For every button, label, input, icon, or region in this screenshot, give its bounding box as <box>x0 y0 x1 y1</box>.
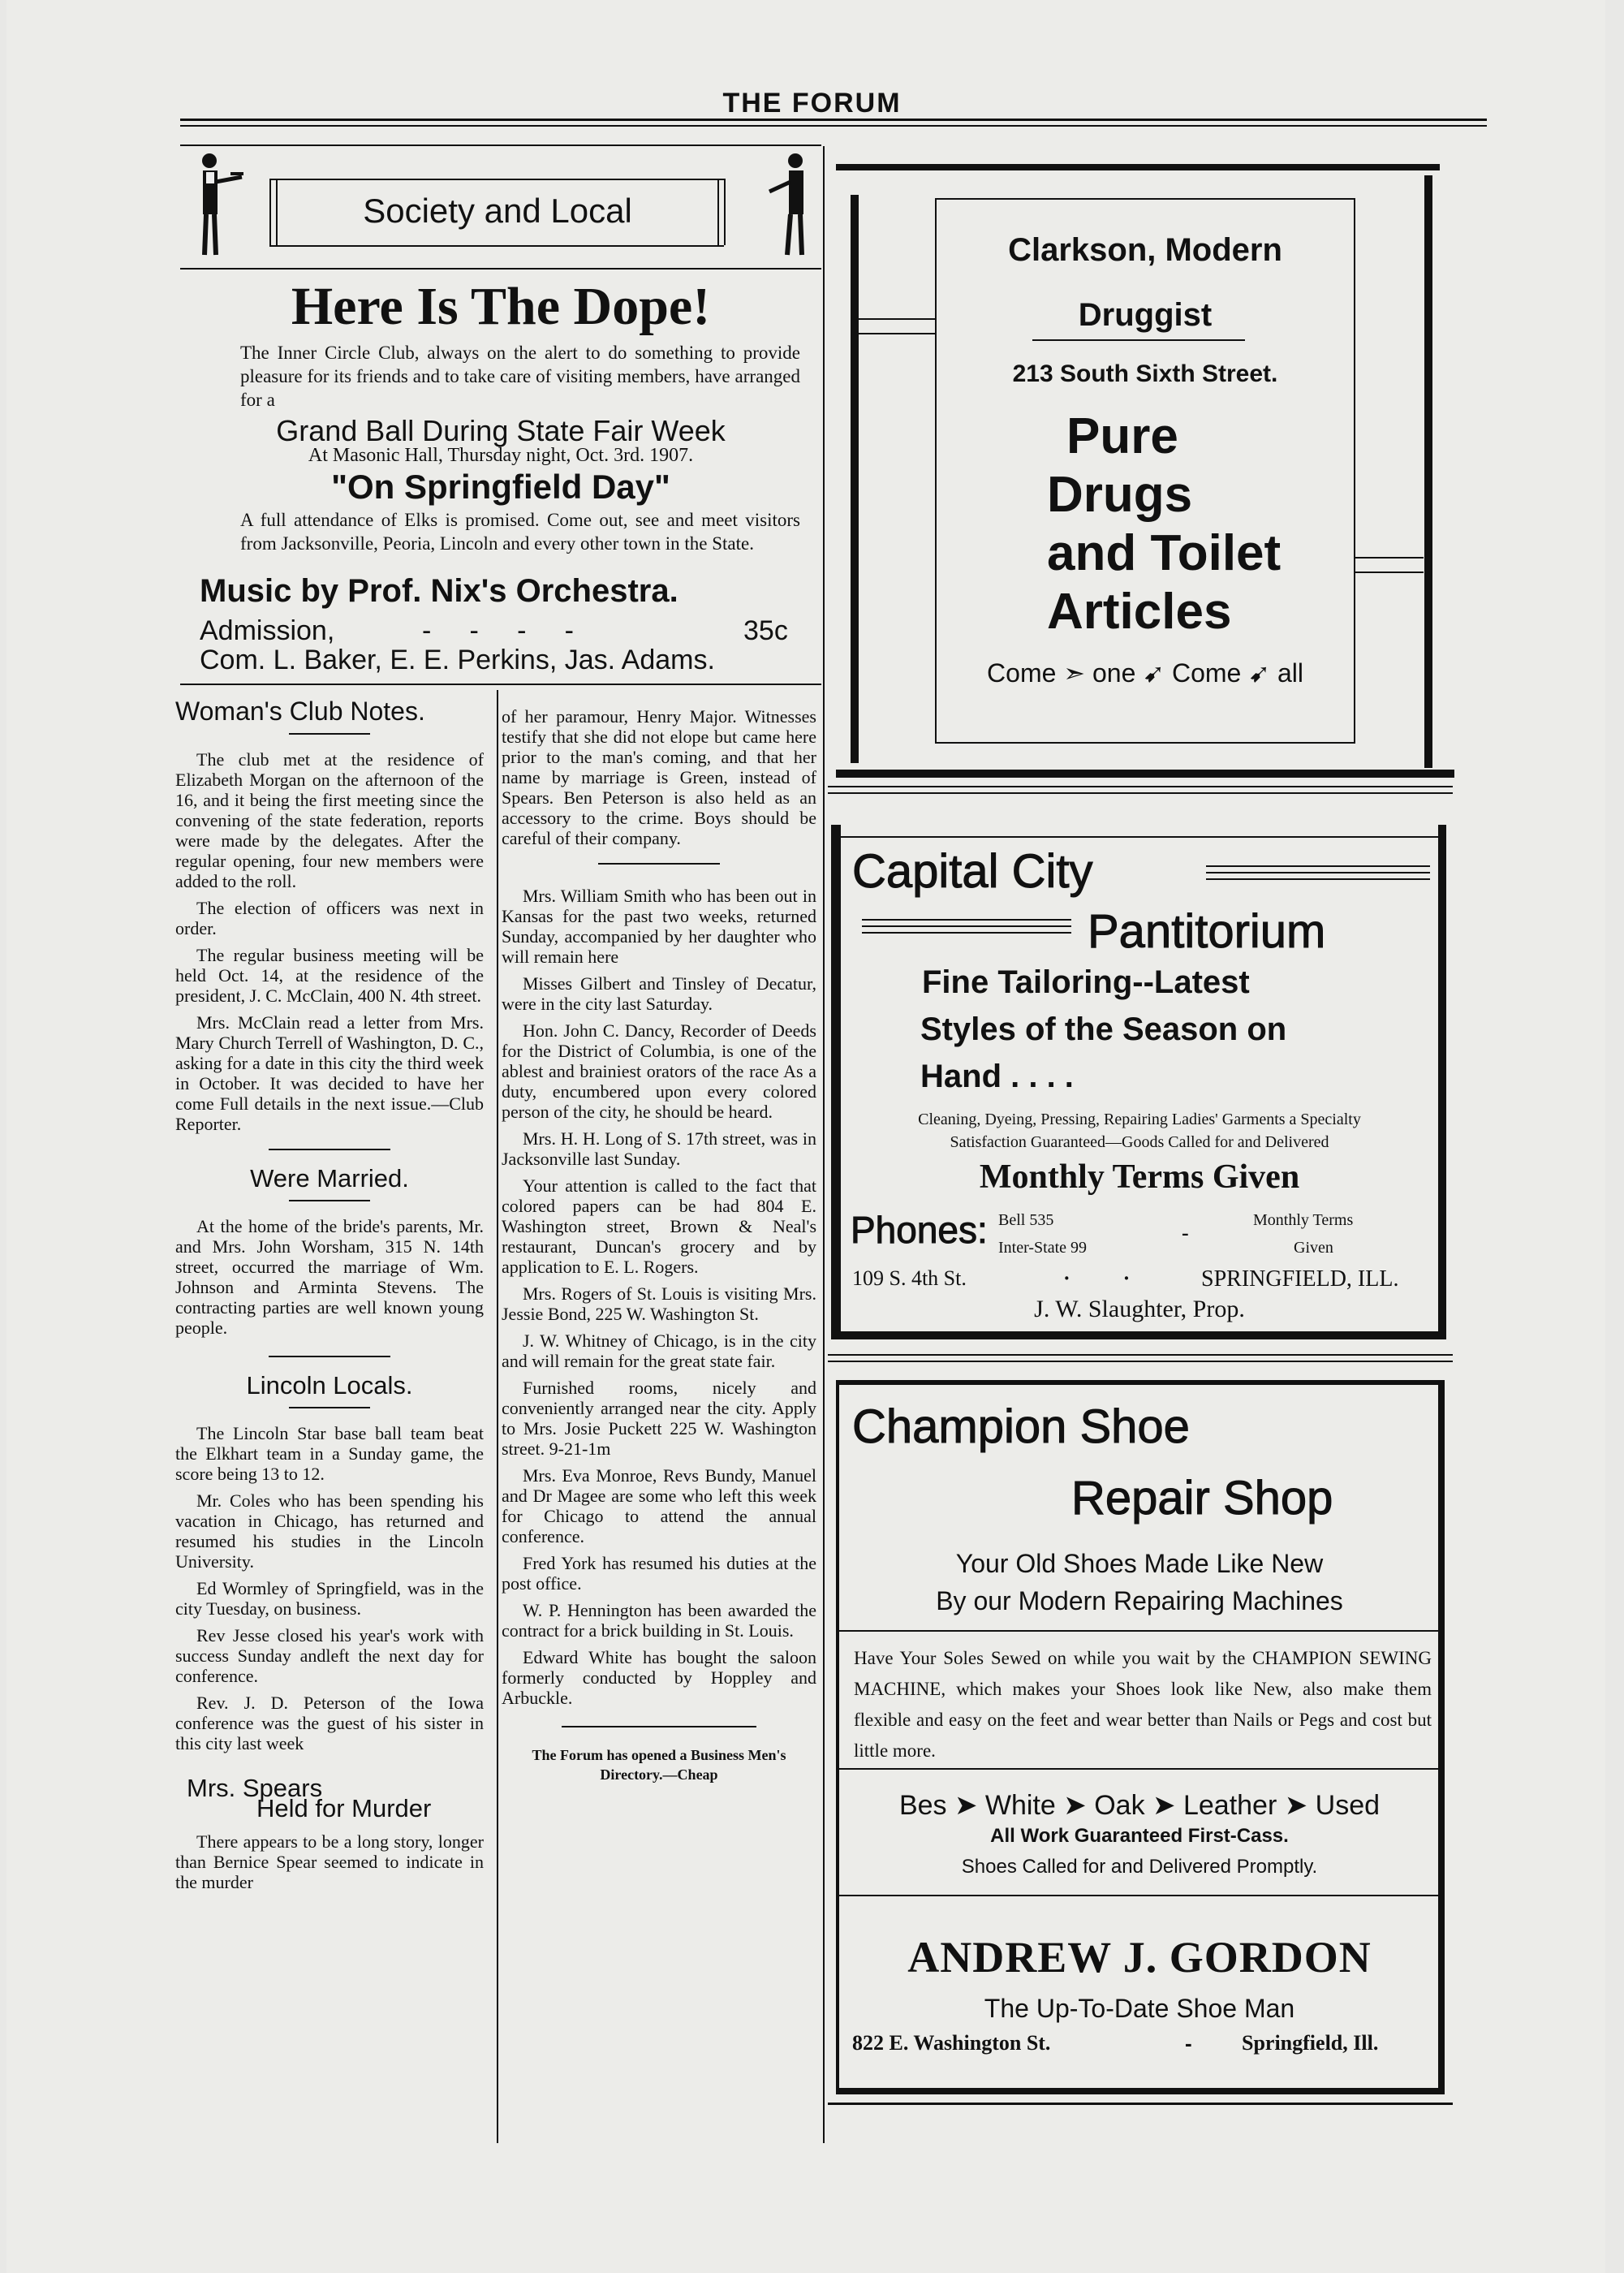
champion-dash: - <box>1185 2031 1192 2055</box>
society-bottom-rule <box>180 684 821 685</box>
clarkson-drugs: Drugs <box>1047 467 1193 523</box>
col2-p8: J. W. Whitney of Chicago, is in the city and will remain for the great state fair. <box>502 1331 816 1371</box>
spears-p1: There appears to be a long story, longer than Bernice Spear seemed to indicate in the murder <box>175 1831 484 1892</box>
dope-committee: Com. L. Baker, E. E. Perkins, Jas. Adams. <box>200 645 715 675</box>
champion-title-1: Champion Shoe <box>852 1400 1190 1453</box>
column-one <box>175 697 484 1899</box>
womans-club-p1: The club met at the residence of Elizabeth Morgan on the afternoon of the 16, and it being the first meeting since the convening of the state federation, reports were made by the delegates. After the regular opening, four new members were added to the roll. <box>175 749 484 891</box>
capital-frame-right <box>1438 825 1446 1338</box>
champion-title-2: Repair Shop <box>1071 1472 1333 1525</box>
capital-hand: Hand . . . . <box>920 1059 1074 1094</box>
masthead-rule-top <box>180 119 1487 121</box>
womans-club-p2: The election of officers was next in order. <box>175 898 484 938</box>
col2-p7: Mrs. Rogers of St. Louis is visiting Mrs. Jessie Bond, 225 W. Washington St. <box>502 1283 816 1324</box>
capital-satisfaction: Satisfaction Guaranteed—Goods Called for and Delivered <box>950 1133 1329 1151</box>
page-column-divider <box>823 146 825 2143</box>
capital-city: Capital City <box>852 845 1093 898</box>
capital-cleaning: Cleaning, Dyeing, Pressing, Repairing Ladies' Garments a Specialty <box>918 1111 1361 1128</box>
clarkson-frame-bottom <box>836 770 1454 778</box>
champion-owner-title: The Up-To-Date Shoe Man <box>984 1994 1295 2023</box>
dope-music: Music by Prof. Nix's Orchestra. <box>200 573 678 609</box>
capital-proprietor: J. W. Slaughter, Prop. <box>1034 1296 1245 1322</box>
champion-tagline-1: Your Old Shoes Made Like New <box>955 1549 1324 1578</box>
capital-monthly-terms-2: Given <box>1294 1239 1333 1257</box>
dope-admission-dashes: - - - - <box>422 615 574 646</box>
clarkson-toilet: and Toilet <box>1047 525 1282 581</box>
society-box-left <box>269 179 271 245</box>
dope-body: A full attendance of Elks is promised. Come out, see and meet visitors from Jacksonville, Peoria, Lincoln and every other town in the State. <box>240 510 800 554</box>
dope-venue: At Masonic Hall, Thursday night, Oct. 3rd. 1907. <box>308 445 694 466</box>
col2-p10: Mrs. Eva Monroe, Revs Bundy, Manuel and Dr Magee are some who left this week for Chicago to attend the annual conference. <box>502 1465 816 1546</box>
capital-tailoring: Fine Tailoring--Latest <box>922 964 1250 1000</box>
col2-p1: of her paramour, Henry Major. Witnesses testify that she did not elope but came here prior to the man's coming, and that her name by marriage is Green, instead of Spears. Ben Peterson is also held as an accessory to the crime. Boys should be careful of their company. <box>502 706 816 848</box>
clarkson-pure: Pure <box>1066 408 1178 464</box>
capital-address: 109 S. 4th St. <box>852 1266 967 1290</box>
spears-title-line1: Mrs. Spears <box>187 1774 323 1802</box>
clarkson-frame-left <box>851 195 859 763</box>
champion-delivery: Shoes Called for and Delivered Promptly. <box>961 1856 1318 1878</box>
society-box-bottom <box>180 268 821 270</box>
capital-monthly: Monthly Terms Given <box>979 1158 1300 1196</box>
capital-phone-interstate: Inter-State 99 <box>998 1239 1088 1257</box>
col2-p12: W. P. Hennington has been awarded the contract for a brick building in St. Louis. <box>502 1600 816 1641</box>
lincoln-p5: Rev. J. D. Peterson of the Iowa conference was the guest of his sister in this city last week <box>175 1693 484 1753</box>
were-married-title: Were Married. <box>250 1164 409 1193</box>
col2-p6: Your attention is called to the fact that colored papers can be had 804 E. Washington street, Brown & Neal's restaurant, Duncan's grocery and by application to E. L. Rogers. <box>502 1175 816 1277</box>
champion-owner: ANDREW J. GORDON <box>907 1933 1372 1982</box>
col2-p3: Misses Gilbert and Tinsley of Decatur, were in the city last Saturday. <box>502 973 816 1014</box>
masthead-title: THE FORUM <box>722 88 902 119</box>
capital-pantitorium: Pantitorium <box>1088 905 1326 958</box>
clarkson-frame-right <box>1424 175 1432 768</box>
society-box-top <box>180 144 821 146</box>
col2-p14: The Forum has opened a Business Men's Directory.—Cheap <box>532 1747 786 1783</box>
champion-description: Have Your Soles Sewed on while you wait by the CHAMPION SEWING MACHINE, which makes your Shoes look like New, also make them flexible and easy on the feet and wear better than Nails or Pegs and cost but little more. <box>854 1648 1432 1761</box>
clarkson-druggist: Druggist <box>1078 297 1213 333</box>
champion-city: Springfield, Ill. <box>1242 2031 1379 2055</box>
champion-frame-right <box>1438 1380 1445 2093</box>
clarkson-name: Clarkson, Modern <box>1008 232 1282 268</box>
capital-phone-dash: - <box>1182 1221 1189 1244</box>
society-box-right <box>717 179 719 245</box>
lincoln-p1: The Lincoln Star base ball team beat the Elkhart team in a Sunday game, the score being 13 to 12. <box>175 1423 484 1484</box>
col2-p2: Mrs. William Smith who has been out in Kansas for the past two weeks, returned Sunday, accompanied by her daughter who will remain here <box>502 886 816 967</box>
clarkson-address: 213 South Sixth Street. <box>1012 360 1278 387</box>
were-married-p1: At the home of the bride's parents, Mr. and Mrs. John Worsham, 315 N. 14th street, occurred the marriage of Wm. Johnson and Arminta Stevens. The contracting parties are well known young people. <box>175 1216 484 1338</box>
womans-club-title: Woman's Club Notes. <box>175 697 425 726</box>
champion-leather: Bes ➤ White ➤ Oak ➤ Leather ➤ Used <box>898 1790 1381 1821</box>
masthead-rule-bottom <box>180 125 1487 127</box>
capital-frame-left <box>831 825 841 1338</box>
society-banner-title: Society and Local <box>363 192 632 230</box>
waiter-right-icon <box>763 149 820 263</box>
champion-tagline-2: By our Modern Repairing Machines <box>936 1586 1343 1615</box>
lincoln-p2: Mr. Coles who has been spending his vacation in Chicago, has returned and resumed his studies in the Lincoln University. <box>175 1490 484 1572</box>
lincoln-locals-title: Lincoln Locals. <box>246 1371 413 1400</box>
col2-p9: Furnished rooms, nicely and conveniently arranged near the city. Apply to Mrs. Josie Puckett 225 W. Washington street. 9-21-1m <box>502 1378 816 1459</box>
col2-p4: Hon. John C. Dancy, Recorder of Deeds for the District of Columbia, is one of the ablest and brainiest orators of the race As a duty, encumbered upon every colored person of the city, he should be heard. <box>502 1020 816 1122</box>
lincoln-p3: Ed Wormley of Springfield, was in the city Tuesday, on business. <box>175 1578 484 1619</box>
column-two <box>502 706 816 1784</box>
champion-frame-top <box>836 1380 1443 1385</box>
dope-intro: The Inner Circle Club, always on the alert to do something to provide pleasure for its friends and to take care of visiting members, have arranged for a <box>240 343 800 410</box>
womans-club-p4: Mrs. McClain read a letter from Mrs. Mary Church Terrell of Washington, D. C., asking for a date in this city the third week in October. It was decided to have her come Full details in the next issue.—Club Reporter. <box>175 1012 484 1134</box>
dope-admission-price: 35c <box>743 615 788 646</box>
clarkson-slogan: Come ➣ one ➹ Come ➹ all <box>987 658 1303 688</box>
capital-phones-label: Phones: <box>851 1209 988 1251</box>
dope-headline: Here Is The Dope! <box>291 277 711 336</box>
womans-club-p3: The regular business meeting will be held Oct. 14, at the residence of the president, J. C. McClain, 400 N. 4th street. <box>175 945 484 1006</box>
champion-frame-left <box>836 1380 839 2093</box>
clarkson-frame-top <box>836 164 1440 170</box>
clarkson-articles: Articles <box>1047 584 1232 640</box>
champion-address: 822 E. Washington St. <box>852 2031 1051 2055</box>
capital-phone-bell: Bell 535 <box>998 1211 1054 1229</box>
dope-day: "On Springfield Day" <box>331 468 670 506</box>
col2-p5: Mrs. H. H. Long of S. 17th street, was in Jacksonville last Sunday. <box>502 1128 816 1169</box>
capital-styles: Styles of the Season on <box>920 1011 1287 1047</box>
capital-frame-bottom <box>831 1331 1446 1339</box>
column-divider <box>497 690 498 2143</box>
waiter-left-icon <box>192 149 248 263</box>
dope-admission-label: Admission, <box>200 615 335 646</box>
champion-frame-bottom <box>836 2088 1445 2094</box>
capital-monthly-terms-1: Monthly Terms <box>1253 1211 1354 1229</box>
spears-title-line2: Held for Murder <box>256 1794 432 1822</box>
capital-city-state: SPRINGFIELD, ILL. <box>1201 1266 1399 1292</box>
col2-p11: Fred York has resumed his duties at the post office. <box>502 1553 816 1594</box>
champion-guarantee: All Work Guaranteed First-Cass. <box>990 1825 1289 1847</box>
dope-ball: Grand Ball During State Fair Week <box>276 414 726 447</box>
col2-p13: Edward White has bought the saloon formerly conducted by Hoppley and Arbuckle. <box>502 1647 816 1708</box>
lincoln-p4: Rev Jesse closed his year's work with success Sunday andleft the next day for conference. <box>175 1625 484 1686</box>
capital-dots: · · <box>1063 1266 1131 1290</box>
